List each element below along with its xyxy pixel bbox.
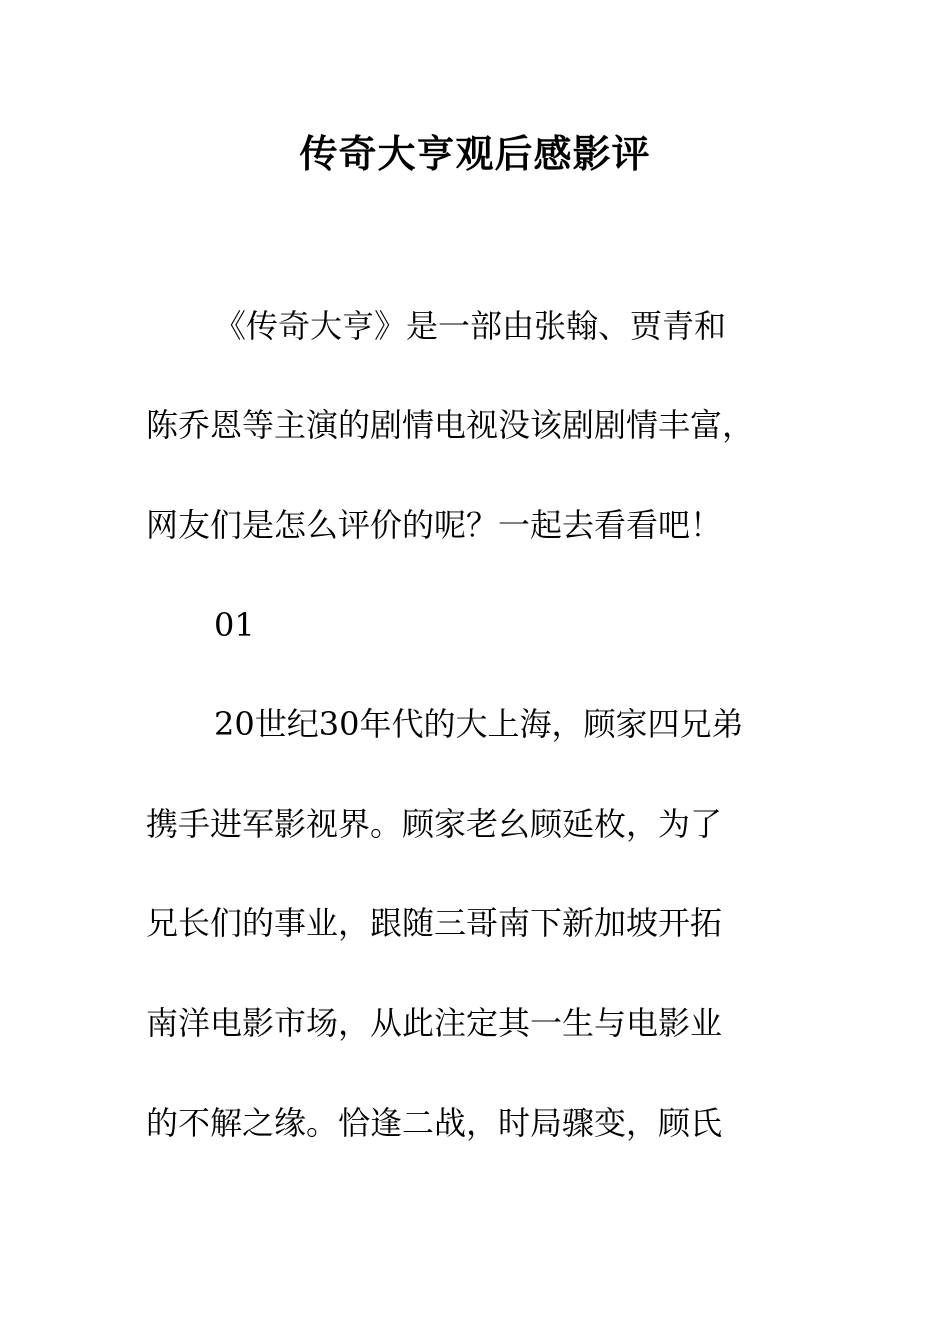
page-title: 传奇大亨观后感影评 [299,132,651,176]
text-line-8: 南洋电影市场，从此注定其一生与电影业 [146,1004,723,1042]
text-line-1: 《传奇大亨》是一部由张翰、贾青和 [214,307,727,345]
text-line-3: 网友们是怎么评价的呢？一起去看看吧！ [146,506,723,544]
text-line-2: 陈乔恩等主演的剧情电视没该剧剧情丰富， [146,406,755,444]
text-line-7: 兄长们的事业，跟随三哥南下新加坡开拓 [146,904,723,942]
text-line-6: 携手进军影视界。顾家老幺顾延枚，为了 [146,805,723,843]
text-line-9: 的不解之缘。恰逢二战，时局骤变，顾氏 [146,1104,723,1142]
text-line-5: 20世纪30年代的大上海，顾家四兄弟 [214,705,744,743]
section-number: 01 [214,606,255,644]
